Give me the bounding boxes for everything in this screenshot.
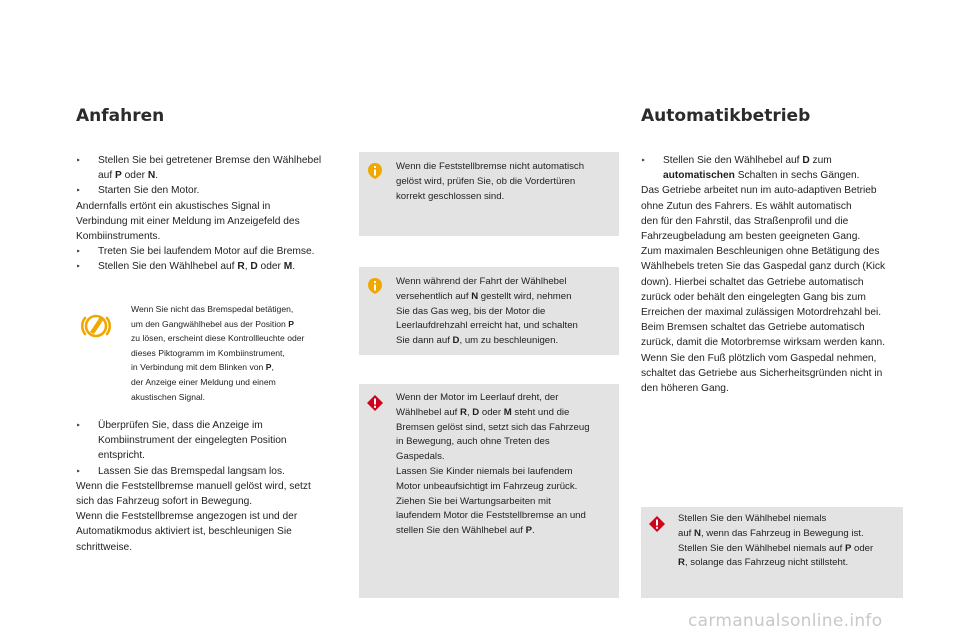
warning-box-niemals-n xyxy=(641,507,903,598)
list-item-text: Überprüfen Sie, dass die Anzeige im xyxy=(98,420,263,431)
box-line: Gaspedals. xyxy=(396,451,445,463)
note-line: der Anzeige einer Meldung und einem xyxy=(131,376,276,387)
paragraph-line: zurück oder behält den eingelegten Gang bis zum xyxy=(641,291,866,303)
text: . xyxy=(155,170,159,182)
box-line xyxy=(396,334,616,349)
box-line: Wenn der Motor im Leerlauf dreht, der xyxy=(396,392,559,403)
box-line: Stellen Sie den Wählhebel niemals xyxy=(678,513,827,524)
box-line xyxy=(678,542,900,557)
paragraph-line: Wenn die Feststellbremse angezogen ist und der xyxy=(76,511,298,523)
brake-warning-icon xyxy=(80,310,112,342)
box-line: Wenn die Feststellbremse nicht automatisch xyxy=(396,161,585,172)
text: , solange das Fahrzeug nicht stillsteht. xyxy=(684,557,849,569)
text: , wenn das Fahrzeug in Bewegung ist. xyxy=(700,527,864,539)
paragraph-line: sich das Fahrzeug sofort in Bewegung. xyxy=(76,496,253,508)
text: , xyxy=(271,362,274,373)
info-box-feststellbremse xyxy=(359,152,619,236)
paragraph-line: schrittweise. xyxy=(76,541,133,553)
paragraph-line: Das Getriebe arbeitet nun im auto-adaptiven Betrieb xyxy=(641,185,877,197)
box-text xyxy=(396,160,616,204)
note-line: Wenn Sie nicht das Bremspedal betätigen, xyxy=(131,304,294,314)
box-line: laufendem Motor die Feststellbremse an und xyxy=(396,510,586,522)
box-line xyxy=(396,406,618,421)
text: Stellen Sie den Wählhebel niemals auf xyxy=(678,542,845,554)
list-item-continuation: entspricht. xyxy=(98,450,145,462)
list-item: ‣ Stellen Sie den Wählhebel auf D zum xyxy=(641,155,832,166)
paragraph-line: Beim Bremsen schaltet das Getriebe automatisch xyxy=(641,322,865,334)
box-line xyxy=(678,556,900,571)
box-line: Ziehen Sie bei Wartungsarbeiten mit xyxy=(396,495,551,507)
gear-key: R xyxy=(678,557,685,569)
warning-box-leerlauf xyxy=(359,384,619,598)
text: stellen Sie den Wählhebel auf xyxy=(396,525,526,537)
text: in Verbindung mit dem Blinken von xyxy=(131,362,266,373)
list-item-continuation xyxy=(641,168,906,183)
list-item: ‣ Lassen Sie das Bremspedal langsam los. xyxy=(76,465,285,477)
text: um den Gangwählhebel aus der Position xyxy=(131,318,289,329)
paragraph-line: Verbindung mit einer Meldung im Anzeigefeld des xyxy=(76,215,300,227)
box-line: Bremsen gelöst sind, setzt sich das Fahrzeug xyxy=(396,421,590,433)
gear-key: P xyxy=(265,362,272,373)
text: , um zu beschleunigen. xyxy=(459,335,559,347)
gear-key: N xyxy=(471,290,479,302)
paragraph-line: ohne Zutun des Fahrers. Es wählt automatisch xyxy=(641,200,852,212)
box-line xyxy=(678,527,900,542)
box-line: in Bewegung, auch ohne Treten des xyxy=(396,436,550,448)
gear-key: M xyxy=(283,261,293,273)
paragraph-line: schaltet das Getriebe aus Sicherheitsgründen nicht in xyxy=(641,367,883,379)
list-item: ‣ Starten Sie den Motor. xyxy=(76,185,200,197)
text: zum xyxy=(809,155,832,166)
text: Schalten in sechs Gängen. xyxy=(734,170,860,182)
list-item-text: Stellen Sie bei getretener Bremse den Wählhebel xyxy=(98,155,322,166)
text: , xyxy=(244,261,251,273)
section-title-anfahren: Anfahren xyxy=(76,106,165,126)
gear-key: P xyxy=(115,170,122,182)
text: Sie dann auf xyxy=(396,335,453,347)
note-line xyxy=(131,317,341,332)
footer-watermark: carmanualsonline.info xyxy=(688,611,883,631)
paragraph-line: Andernfalls ertönt ein akustisches Signal in xyxy=(76,200,271,212)
gear-key: N xyxy=(147,170,156,182)
paragraph-line: Fahrzeugbeladung am besten geeigneten Gang. xyxy=(641,231,861,243)
warning-icon xyxy=(648,515,666,533)
note-line: zu lösen, erscheint diese Kontrollleuchte oder xyxy=(131,333,305,344)
note-line: akustischen Signal. xyxy=(131,391,206,402)
brake-note xyxy=(131,302,341,404)
text: , xyxy=(466,406,473,418)
box-line: Leerlaufdrehzahl erreicht hat, und schalten xyxy=(396,320,578,332)
box-line: Motor unbeaufsichtigt im Fahrzeug zurück. xyxy=(396,480,578,492)
warning-icon xyxy=(366,394,384,412)
note-line: dieses Piktogramm im Kombiinstrument, xyxy=(131,347,285,358)
box-line xyxy=(396,524,618,539)
list-item-continuation: Kombiinstrument der eingelegten Position xyxy=(98,435,287,447)
paragraph-line: Automatikmodus aktiviert ist, beschleunigen Sie xyxy=(76,526,292,538)
text: steht und die xyxy=(511,406,570,418)
text: Stellen Sie den Wählhebel auf xyxy=(663,155,803,166)
box-line: Sie das Gas weg, bis der Motor die xyxy=(396,305,546,317)
paragraph-line: Wenn Sie den Fuß plötzlich vom Gaspedal nehmen, xyxy=(641,352,877,364)
paragraph-line: Wenn die Feststellbremse manuell gelöst wird, setzt xyxy=(76,480,311,492)
emphasis: automatischen xyxy=(663,170,735,182)
list-item: ‣ Treten Sie bei laufendem Motor auf die Bremse. xyxy=(76,246,315,258)
paragraph-line: den für den Fahrstil, das Straßenprofil und die xyxy=(641,215,849,227)
right-column xyxy=(641,153,906,396)
box-text xyxy=(396,391,618,539)
note-line xyxy=(131,360,341,375)
text: . xyxy=(532,525,535,537)
box-text xyxy=(396,275,616,349)
list-item-text: Lassen Sie das Bremspedal langsam los. xyxy=(98,465,285,477)
list-item-continuation xyxy=(76,168,346,183)
gear-key: D xyxy=(452,335,460,347)
text: oder xyxy=(121,170,148,182)
box-text xyxy=(678,512,900,571)
gear-key: N xyxy=(694,527,701,539)
gear-key: P xyxy=(525,525,533,537)
text: oder xyxy=(851,542,874,554)
paragraph-line: Erreichen der maximal zulässigen Motordrehzahl bei. xyxy=(641,307,882,319)
info-box-neutral xyxy=(359,267,619,355)
paragraph-line: Kombiinstruments. xyxy=(76,231,161,243)
gear-key: D xyxy=(250,261,258,273)
text: versehentlich auf xyxy=(396,290,472,302)
gear-key: R xyxy=(237,261,245,273)
text: auf xyxy=(678,527,695,539)
paragraph-line: den höheren Gang. xyxy=(641,383,729,395)
info-icon xyxy=(367,277,383,295)
gear-key: P xyxy=(844,542,852,554)
gear-key: D xyxy=(472,406,480,418)
paragraph-line: Wählhebels treten Sie das Gaspedal ganz durch (Kick xyxy=(641,261,886,273)
list-item: ‣ Stellen Sie den Wählhebel auf R, D oder M. xyxy=(76,261,296,273)
box-line: korrekt geschlossen sind. xyxy=(396,190,505,202)
paragraph-line: zurück, damit die Motorbremse wirksam werden kann. xyxy=(641,337,886,349)
left-block-1 xyxy=(76,153,346,275)
section-title-automatikbetrieb: Automatikbetrieb xyxy=(641,106,811,126)
list-item-text: Treten Sie bei laufendem Motor auf die Bremse. xyxy=(98,246,315,258)
text: oder xyxy=(257,261,284,273)
gear-key: P xyxy=(288,318,294,329)
box-line: Lassen Sie Kinder niemals bei laufendem xyxy=(396,465,573,477)
text: . xyxy=(292,261,296,273)
gear-key: R xyxy=(460,406,467,418)
text: Wählhebel auf xyxy=(396,406,460,418)
text: auf xyxy=(98,170,115,182)
box-line xyxy=(396,290,616,305)
text: gestellt wird, nehmen xyxy=(478,290,572,302)
info-icon xyxy=(367,162,383,180)
gear-key: D xyxy=(802,155,810,166)
list-item: ‣ Überprüfen Sie, dass die Anzeige im xyxy=(76,420,263,431)
gear-key: M xyxy=(503,406,512,418)
paragraph-line: Zum maximalen Beschleunigen ohne Betätigung des xyxy=(641,246,880,258)
list-item-text: Starten Sie den Motor. xyxy=(98,185,200,197)
left-block-2 xyxy=(76,418,346,555)
paragraph-line: down). Hierbei schaltet das Getriebe automatisch xyxy=(641,276,864,288)
box-line: gelöst wird, prüfen Sie, ob die Vordertüren xyxy=(396,175,576,187)
text: oder xyxy=(479,406,504,418)
list-item: ‣ Stellen Sie bei getretener Bremse den Wählhebel xyxy=(76,155,322,166)
text: Stellen Sie den Wählhebel auf xyxy=(98,261,238,273)
box-line: Wenn während der Fahrt der Wählhebel xyxy=(396,276,567,287)
